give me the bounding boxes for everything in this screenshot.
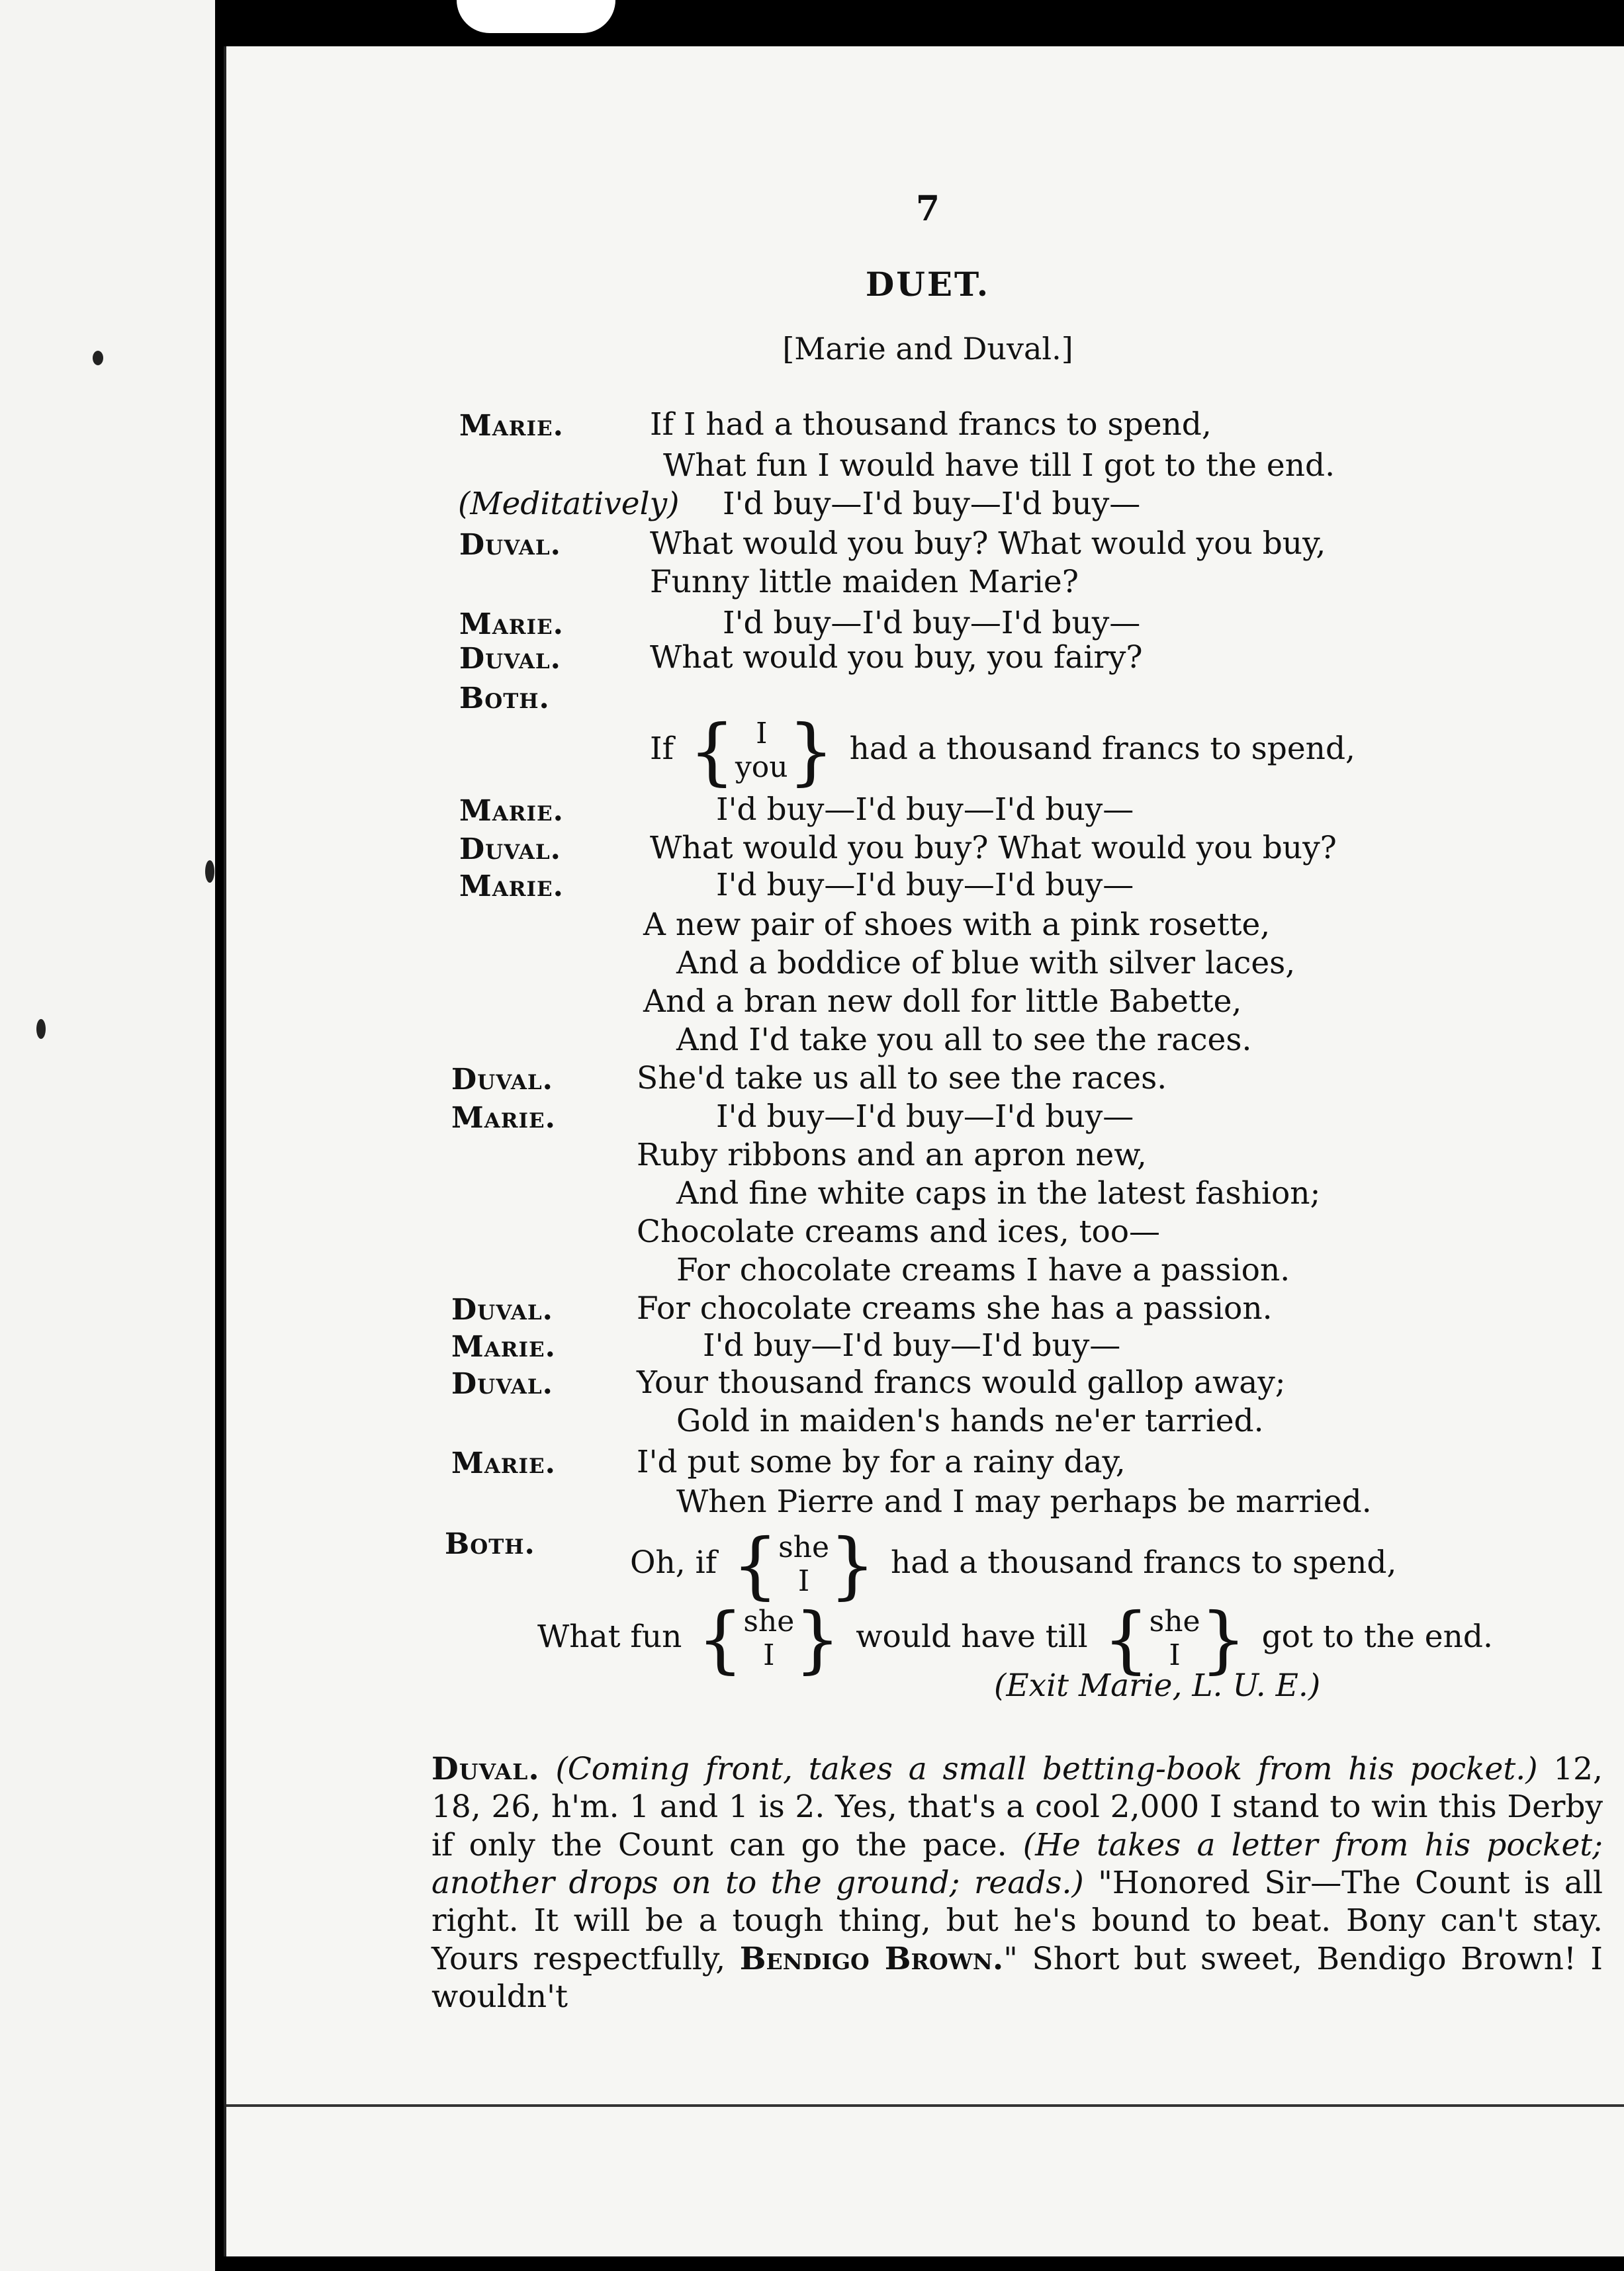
speaker-duval: Duval. xyxy=(451,1293,554,1327)
lyric-line: What fun I would have till I got to the end. xyxy=(663,447,1335,484)
lyric-line: Chocolate creams and ices, too— xyxy=(637,1214,1161,1250)
speaker-marie: Marie. xyxy=(459,869,564,903)
page-number: 7 xyxy=(915,189,940,229)
speaker-both: Both. xyxy=(445,1527,535,1561)
song-title: DUET. xyxy=(865,265,991,304)
lyric-fragment: had a thousand francs to spend, xyxy=(890,1544,1397,1581)
lyric-line-braced xyxy=(537,1597,1493,1681)
brace-choice: { I you} xyxy=(688,709,835,793)
ink-mark xyxy=(93,351,103,365)
brace-option: I xyxy=(1169,1638,1181,1672)
speaker-marie: Marie. xyxy=(451,1101,556,1135)
dialogue-text: " Short but sweet, Bendigo Brown! I wouldn't xyxy=(431,1940,1603,2015)
stage-direction-exit: (Exit Marie, L. U. E.) xyxy=(994,1668,1321,1704)
brace-choice: {she I } xyxy=(697,1597,841,1681)
speaker-marie: Marie. xyxy=(451,1330,556,1364)
lyric-line: I'd buy—I'd buy—I'd buy— xyxy=(716,867,1134,903)
speaker-duval: Duval. xyxy=(451,1063,554,1096)
speaker-duval: Duval. xyxy=(459,832,562,866)
lyric-line: Your thousand francs would gallop away; xyxy=(637,1364,1286,1401)
lyric-fragment: Oh, if xyxy=(630,1544,717,1581)
brace-choice: {she I } xyxy=(732,1523,876,1607)
lyric-line: And I'd take you all to see the races. xyxy=(676,1022,1252,1058)
lyric-line: What would you buy? What would you buy, xyxy=(650,525,1326,562)
brace-option: I xyxy=(763,1638,775,1672)
speaker-duval: Duval. xyxy=(459,528,562,562)
brace-option: I xyxy=(797,1564,810,1598)
lyric-line: I'd put some by for a rainy day, xyxy=(637,1444,1126,1480)
lyric-line-braced xyxy=(650,709,1355,793)
stage-direction: (He takes a letter from his pocket; another drops on to the ground; reads.) xyxy=(431,1826,1603,1901)
lyric-line: And fine white caps in the latest fashion; xyxy=(676,1175,1321,1212)
song-subtitle: [Marie and Duval.] xyxy=(782,331,1073,367)
brace-option: she xyxy=(743,1605,795,1639)
lyric-fragment: would have till xyxy=(856,1619,1088,1655)
ink-mark xyxy=(205,860,214,883)
lyric-line: I'd buy—I'd buy—I'd buy— xyxy=(723,605,1141,641)
lyric-line: And a bran new doll for little Babette, xyxy=(643,983,1242,1020)
speaker-both: Both. xyxy=(459,682,550,715)
lyric-line: I'd buy—I'd buy—I'd buy— xyxy=(723,486,1141,522)
brace-choice: {she I } xyxy=(1103,1597,1247,1681)
lyric-fragment: had a thousand francs to spend, xyxy=(849,731,1355,767)
lyric-line: When Pierre and I may perhaps be married. xyxy=(676,1484,1372,1520)
lyric-fragment: got to the end. xyxy=(1261,1619,1493,1655)
speaker-marie: Marie. xyxy=(459,607,564,641)
lyric-line: I'd buy—I'd buy—I'd buy— xyxy=(716,791,1134,828)
lyric-line: Ruby ribbons and an apron new, xyxy=(637,1137,1147,1173)
lyric-line: Funny little maiden Marie? xyxy=(650,564,1079,600)
brace-option: she xyxy=(1149,1605,1200,1639)
lyric-line: If I had a thousand francs to spend, xyxy=(650,406,1212,443)
speaker-duval: Duval. xyxy=(459,642,562,676)
page-blemish xyxy=(457,0,615,33)
lyric-line-braced xyxy=(630,1523,1397,1607)
brace-option: I xyxy=(756,717,768,751)
brace-option: she xyxy=(778,1531,830,1565)
lyric-line: A new pair of shoes with a pink rosette, xyxy=(643,907,1271,943)
page-bottom-rule xyxy=(226,2104,1624,2107)
lyric-line: For chocolate creams I have a passion. xyxy=(676,1252,1290,1288)
speaker-duval: Duval. xyxy=(431,1751,540,1787)
lyric-fragment: What fun xyxy=(537,1619,682,1655)
speaker-marie: Marie. xyxy=(451,1447,556,1480)
lyric-line: What would you buy? What would you buy? xyxy=(650,830,1337,866)
lyric-line: Gold in maiden's hands ne'er tarried. xyxy=(676,1403,1264,1439)
lyric-line: I'd buy—I'd buy—I'd buy— xyxy=(703,1327,1121,1364)
facing-page-edge xyxy=(0,0,215,2271)
lyric-fragment: If xyxy=(650,731,674,767)
lyric-line: She'd take us all to see the races. xyxy=(637,1060,1167,1096)
dialogue-paragraph xyxy=(431,1750,1603,2016)
letter-signature: Bendigo Brown. xyxy=(739,1940,1004,1977)
book-page xyxy=(224,46,1624,2256)
brace-option: you xyxy=(735,750,788,784)
ink-mark xyxy=(36,1019,46,1039)
speaker-duval: Duval. xyxy=(451,1367,554,1401)
dialogue-text: "Honored Sir—The Count is all right. It will be a tough thing, but he's bound to beat. Bony can't stay. Yours respectfully, xyxy=(431,1864,1603,1977)
stage-direction: (Meditatively) xyxy=(458,486,680,522)
dialogue-text: 12, 18, 26, h'm. 1 and 1 is 2. Yes, that's a cool 2,000 I stand to win this Derby if only the Count can go the pace. xyxy=(431,1751,1603,1863)
speaker-marie: Marie. xyxy=(459,794,564,828)
stage-direction: (Coming front, takes a small betting-book from his pocket.) xyxy=(555,1751,1538,1787)
lyric-line: I'd buy—I'd buy—I'd buy— xyxy=(716,1098,1134,1135)
lyric-line: What would you buy, you fairy? xyxy=(650,639,1143,676)
lyric-line: For chocolate creams she has a passion. xyxy=(637,1290,1273,1327)
speaker-marie: Marie. xyxy=(459,409,564,443)
lyric-line: And a boddice of blue with silver laces, xyxy=(676,945,1296,981)
